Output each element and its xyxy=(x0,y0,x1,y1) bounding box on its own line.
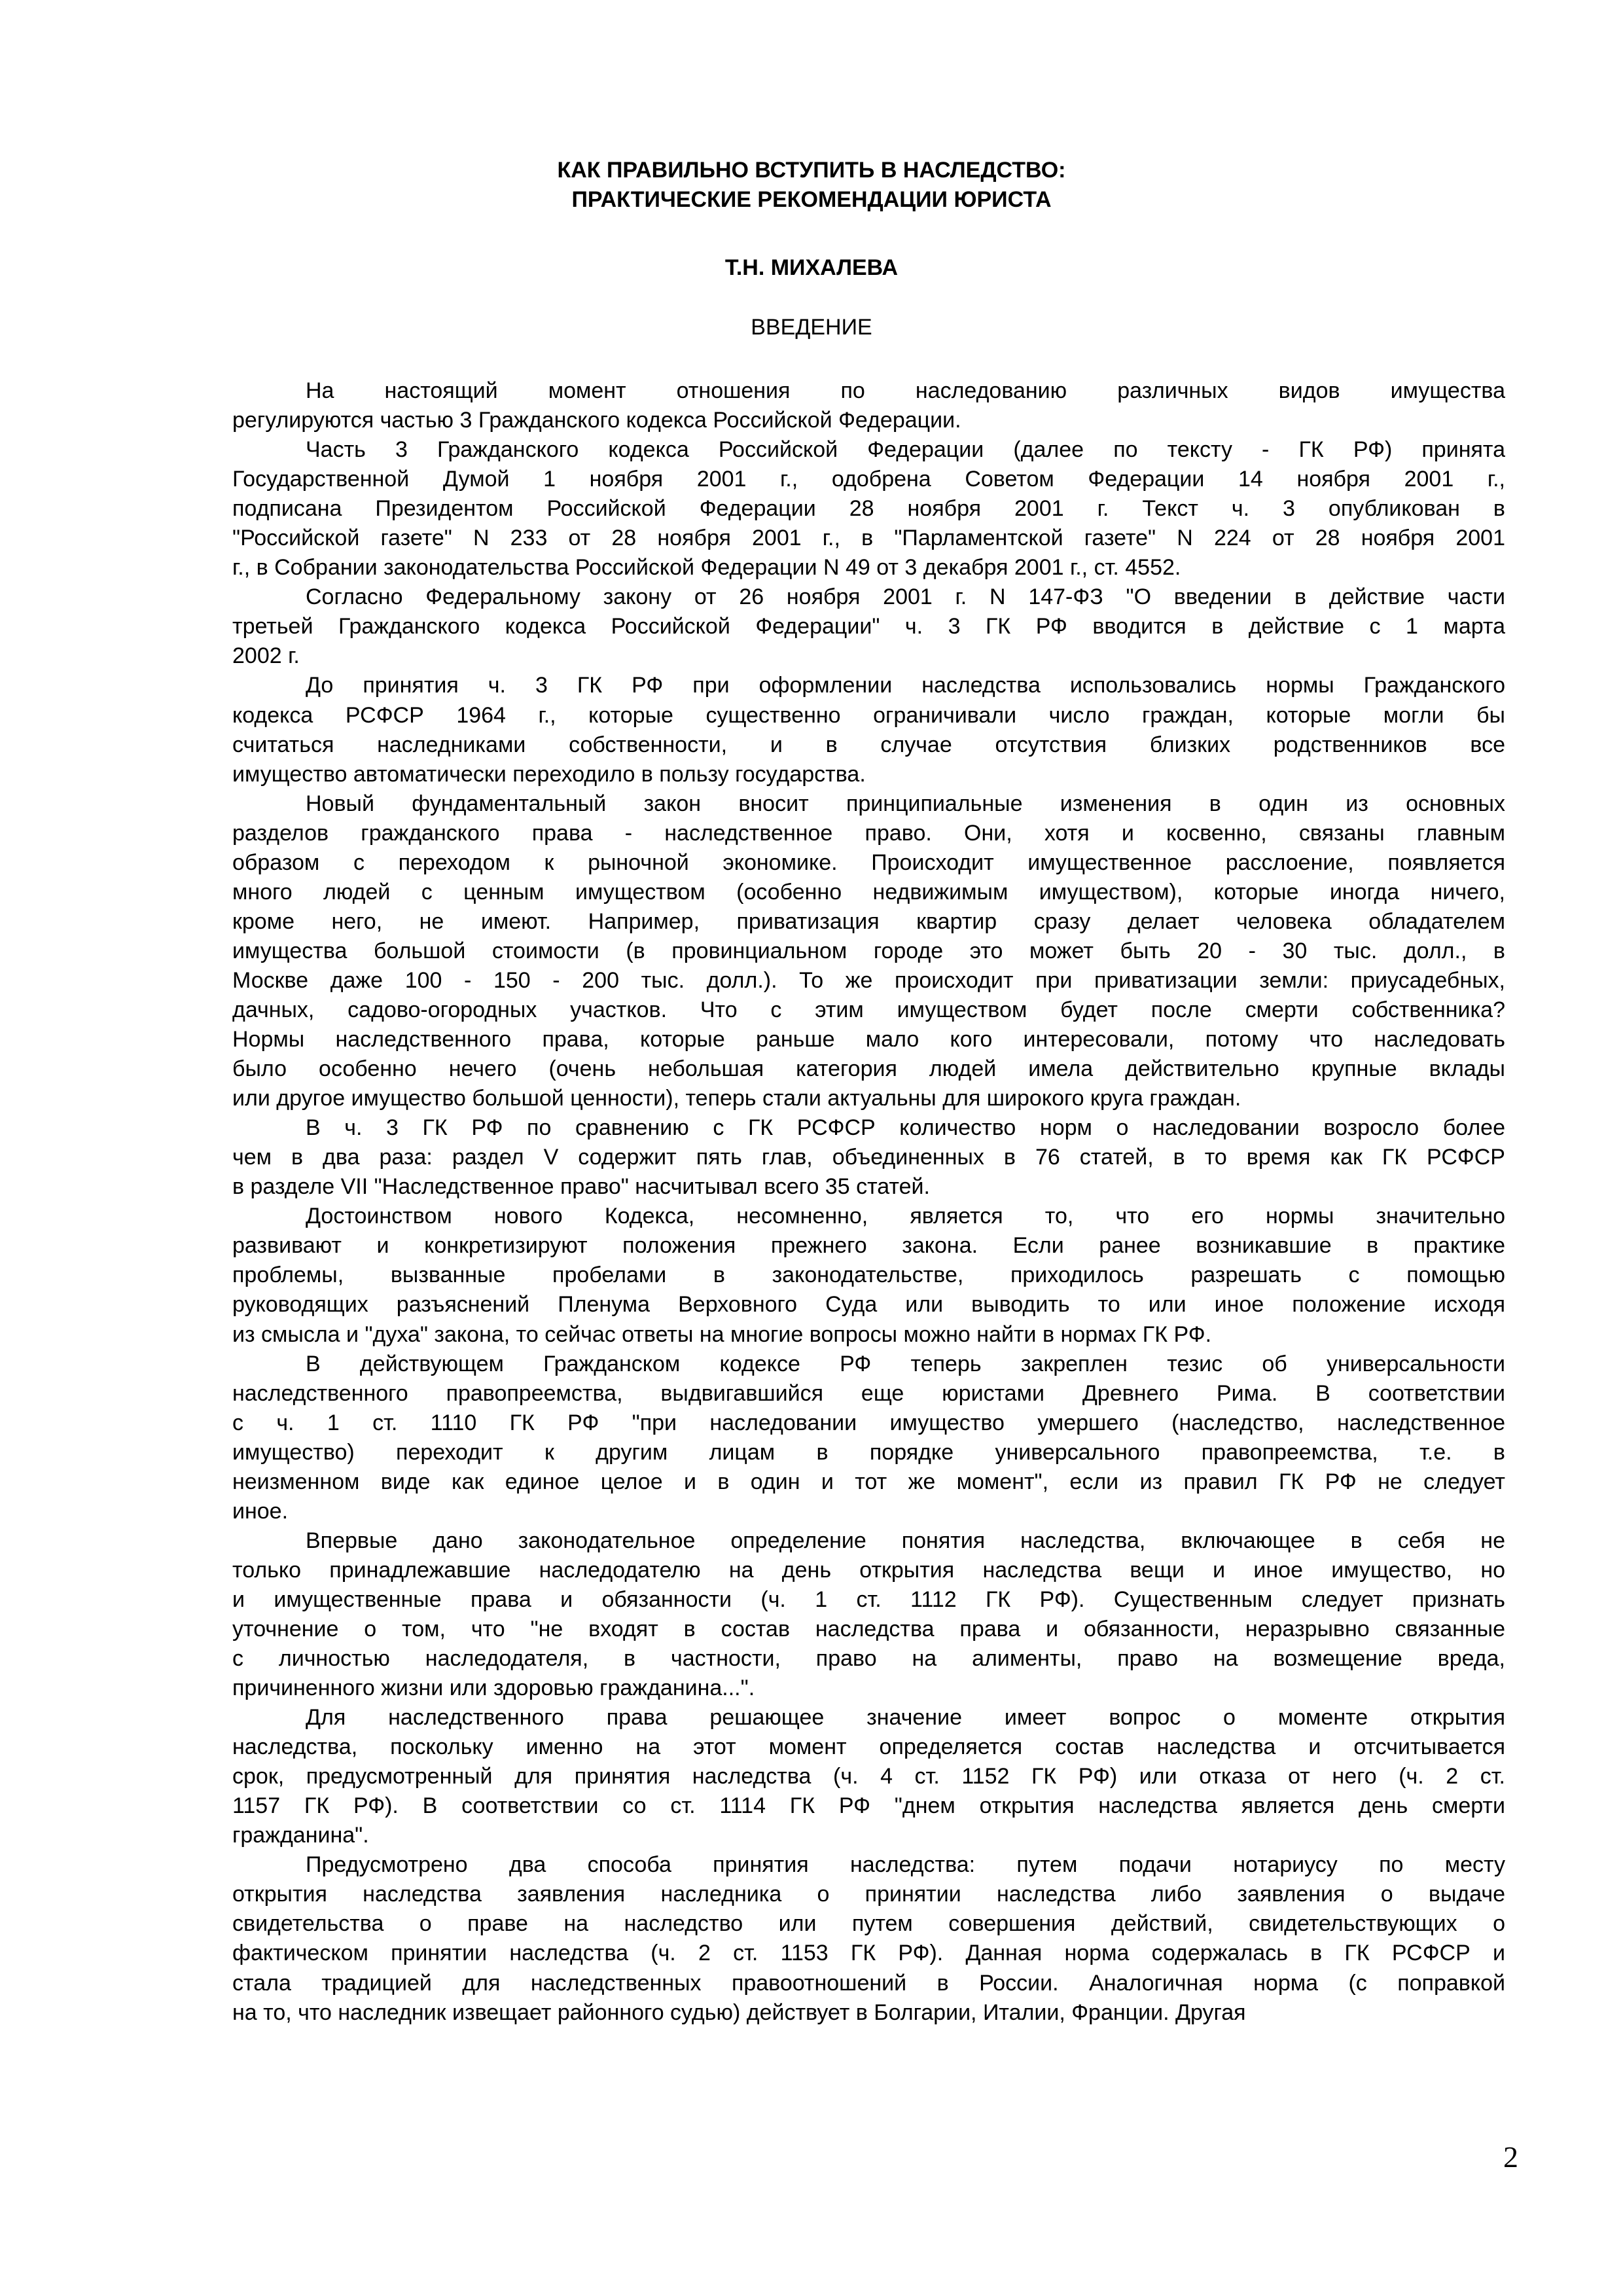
paragraph-line: Новый фундаментальный закон вносит принципиальные изменения в один из основных xyxy=(306,791,1505,816)
paragraph-line: только принадлежавшие наследодателю на день открытия наследства вещи и иное имущество, но xyxy=(232,1557,1505,1583)
paragraph xyxy=(232,789,1505,1114)
paragraph-line: разделов гражданского права - наследственное право. Они, хотя и косвенно, связаны главным xyxy=(232,820,1505,846)
paragraph-line: Для наследственного права решающее значение имеет вопрос о моменте открытия xyxy=(306,1705,1505,1731)
paragraph-line: из смысла и "духа" закона, то сейчас ответы на многие вопросы можно найти в нормах ГК РФ. xyxy=(232,1321,1212,1347)
paragraph-line: чем в два раза: раздел V содержит пять глав, объединенных в 76 статей, в то время как ГК РСФСР xyxy=(232,1145,1505,1170)
paragraph-line: кроме него, не имеют. Например, приватизация квартир сразу делает человека обладателем xyxy=(232,908,1505,934)
paragraph-line: Согласно Федеральному закону от 26 ноября 2001 г. N 147-ФЗ "О введении в действие части xyxy=(306,584,1505,610)
paragraph-line: Предусмотрено два способа принятия наследства: путем подачи нотариусу по месту xyxy=(306,1852,1505,1878)
paragraph xyxy=(232,435,1505,583)
paragraph-line: образом с переходом к рыночной экономике. Происходит имущественное расслоение, появляется xyxy=(232,850,1505,875)
paragraph-line: стала традицией для наследственных правоотношений в России. Аналогичная норма (с поправкой xyxy=(232,1970,1505,1996)
paragraph-line: 1157 ГК РФ). В соответствии со ст. 1114 ГК РФ "днем открытия наследства является день смерти xyxy=(232,1793,1505,1819)
paragraph xyxy=(232,671,1505,789)
paragraph-line: "Российской газете" N 233 от 28 ноября 2001 г., в "Парламентской газете" N 224 от 28 ноября 2001 xyxy=(232,526,1505,551)
paragraph xyxy=(232,1850,1505,2027)
body-text xyxy=(232,376,1505,2028)
paragraph-line: кодекса РСФСР 1964 г., которые существенно ограничивали число граждан, которые могли бы xyxy=(232,702,1505,728)
paragraph-line: причиненного жизни или здоровью гражданина...". xyxy=(232,1676,755,1701)
paragraph-line: и имущественные права и обязанности (ч. 1 ст. 1112 ГК РФ). Существенным следует признать xyxy=(232,1587,1505,1612)
paragraph-line: или другое имущество большой ценности), теперь стали актуальны для широкого круга граждан. xyxy=(232,1086,1241,1111)
paragraph-line: наследства, поскольку именно на этот момент определяется состав наследства и отсчитывается xyxy=(232,1734,1505,1760)
paragraph-line: третьей Гражданского кодекса Российской Федерации" ч. 3 ГК РФ вводится в действие с 1 марта xyxy=(232,614,1505,639)
paragraph-line: Достоинством нового Кодекса, несомненно, является то, что его нормы значительно xyxy=(306,1204,1505,1229)
page-number: 2 xyxy=(1503,2140,1518,2174)
paragraph xyxy=(232,1350,1505,1526)
paragraph-line: имущество) переходит к другим лицам в порядке универсального правопреемства, т.е. в xyxy=(232,1439,1505,1465)
paragraph-line: г., в Собрании законодательства Российской Федерации N 49 от 3 декабря 2001 г., ст. 4552. xyxy=(232,555,1181,581)
paragraph-line: развивают и конкретизируют положения прежнего закона. Если ранее возникавшие в практике xyxy=(232,1233,1505,1259)
paragraph xyxy=(232,1703,1505,1850)
paragraph-line: на то, что наследник извещает районного судью) действует в Болгарии, Италии, Франции. Другая xyxy=(232,2000,1246,2025)
paragraph-line: было особенно нечего (очень небольшая категория людей имела действительно крупные вклады xyxy=(232,1056,1505,1082)
paragraph-line: Часть 3 Гражданского кодекса Российской Федерации (далее по тексту - ГК РФ) принята xyxy=(306,437,1505,463)
paragraph xyxy=(232,376,1505,435)
paragraph-line: считаться наследниками собственности, и в случае отсутствия близких родственников все xyxy=(232,732,1505,757)
paragraph-line: гражданина". xyxy=(232,1823,369,1848)
paragraph-line: До принятия ч. 3 ГК РФ при оформлении наследства использовались нормы Гражданского xyxy=(306,673,1505,698)
paragraph-line: с личностью наследодателя, в частности, право на алименты, право на возмещение вреда, xyxy=(232,1646,1505,1672)
document-title-line-2: ПРАКТИЧЕСКИЕ РЕКОМЕНДАЦИИ ЮРИСТА xyxy=(571,187,1052,212)
paragraph-line: Государственной Думой 1 ноября 2001 г., одобрена Советом Федерации 14 ноября 2001 г., xyxy=(232,467,1505,492)
paragraph-line: В ч. 3 ГК РФ по сравнению с ГК РСФСР количество норм о наследовании возросло более xyxy=(306,1115,1505,1141)
paragraph-line: руководящих разъяснений Пленума Верховного Суда или выводить то или иное положение исходя xyxy=(232,1292,1505,1318)
paragraph-line: много людей с ценным имуществом (особенно недвижимым имуществом), которые иногда ничего, xyxy=(232,879,1505,905)
paragraph-line: срок, предусмотренный для принятия наследства (ч. 4 ст. 1152 ГК РФ) или отказа от него (ч. 2 ст. xyxy=(232,1764,1505,1789)
section-heading: ВВЕДЕНИЕ xyxy=(751,315,872,340)
paragraph-line: Впервые дано законодательное определение понятия наследства, включающее в себя не xyxy=(306,1528,1505,1553)
paragraph-line: 2002 г. xyxy=(232,643,300,669)
document-title-line-1: КАК ПРАВИЛЬНО ВСТУПИТЬ В НАСЛЕДСТВО: xyxy=(557,158,1066,183)
paragraph-line: На настоящий момент отношения по наследованию различных видов имущества xyxy=(306,378,1505,403)
paragraph xyxy=(232,583,1505,671)
paragraph-line: В действующем Гражданском кодексе РФ теперь закреплен тезис об универсальности xyxy=(306,1351,1505,1376)
paragraph-line: свидетельства о праве на наследство или путем совершения действий, свидетельствующих о xyxy=(232,1911,1505,1937)
paragraph-line: открытия наследства заявления наследника о принятии наследства либо заявления о выдаче xyxy=(232,1882,1505,1907)
paragraph-line: имущество автоматически переходило в пользу государства. xyxy=(232,761,866,787)
paragraph xyxy=(232,1113,1505,1202)
paragraph-line: Нормы наследственного права, которые раньше мало кого интересовали, потому что наследовать xyxy=(232,1027,1505,1052)
paragraph-line: в разделе VII "Наследственное право" насчитывал всего 35 статей. xyxy=(232,1174,930,1200)
paragraph-line: с ч. 1 ст. 1110 ГК РФ "при наследовании имущество умершего (наследство, наследственное xyxy=(232,1410,1505,1435)
paragraph-line: фактическом принятии наследства (ч. 2 ст. 1153 ГК РФ). Данная норма содержалась в ГК РСФСР и xyxy=(232,1941,1505,1966)
paragraph-line: подписана Президентом Российской Федерации 28 ноября 2001 г. Текст ч. 3 опубликован в xyxy=(232,496,1505,522)
paragraph-line: регулируются частью 3 Гражданского кодекса Российской Федерации. xyxy=(232,408,961,433)
paragraph-line: имущества большой стоимости (в провинциальном городе это может быть 20 - 30 тыс. долл., в xyxy=(232,938,1505,963)
paragraph-line: иное. xyxy=(232,1498,289,1524)
paragraph xyxy=(232,1526,1505,1703)
paragraph-line: наследственного правопреемства, выдвигавшийся еще юристами Древнего Рима. В соответствии xyxy=(232,1380,1505,1406)
paragraph xyxy=(232,1202,1505,1349)
paragraph-line: проблемы, вызванные пробелами в законодательстве, приходилось разрешать с помощью xyxy=(232,1263,1505,1288)
paragraph-line: уточнение о том, что "не входят в состав наследства права и обязанности, неразрывно связанные xyxy=(232,1616,1505,1641)
paragraph-line: Москве даже 100 - 150 - 200 тыс. долл.). То же происходит при приватизации земли: приусадебных, xyxy=(232,967,1505,993)
paragraph-line: дачных, садово-огородных участков. Что с этим имуществом будет после смерти собственника? xyxy=(232,997,1505,1022)
paragraph-line: неизменном виде как единое целое и в один и тот же момент", если из правил ГК РФ не следует xyxy=(232,1469,1505,1494)
author-name: Т.Н. МИХАЛЕВА xyxy=(724,255,899,280)
